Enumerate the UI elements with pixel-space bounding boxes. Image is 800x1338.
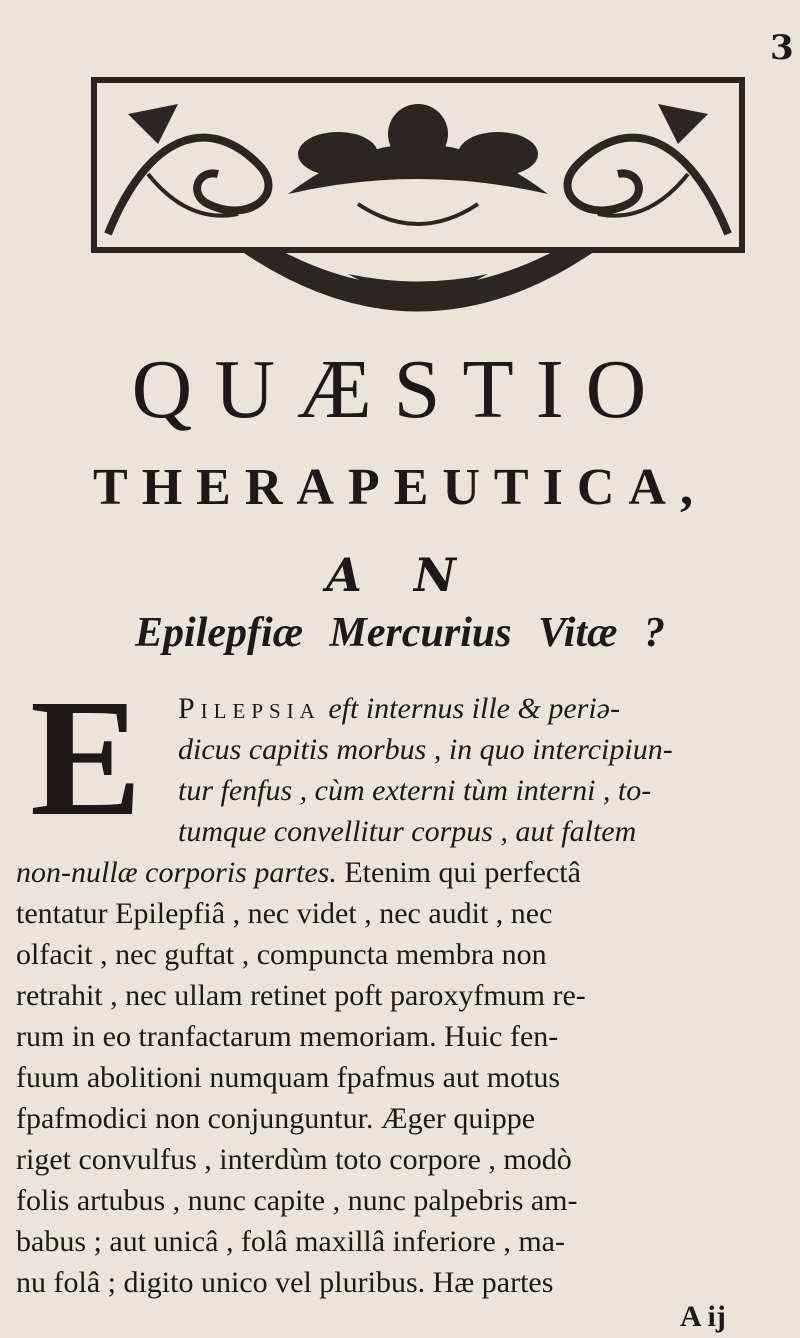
text-line-5-italic: non-nullæ corporis partes.: [16, 856, 337, 889]
text-line-8: retrahit , nec ullam retinet poft paroxyfmum re-: [16, 979, 586, 1012]
text-line-7: olfacit , nec guftat , compuncta membra non: [16, 938, 547, 971]
text-line-11: fpafmodici non conjunguntur. Æger quippe: [16, 1102, 536, 1135]
question-heading: Epilepfiæ Mercurius Vitæ ?: [135, 610, 665, 656]
text-line-1-italic: eft internus ille & periə-: [320, 692, 620, 725]
text-line-15: nu folâ ; digito unico vel pluribus. Hæ partes: [16, 1266, 554, 1299]
text-line-14: babus ; aut unicâ , folâ maxillâ inferiore , ma-: [16, 1225, 565, 1258]
subtitle: THERAPEUTICA,: [93, 459, 707, 516]
text-line-3: tur fenfus , cùm externi tùm interni , to-: [178, 774, 652, 807]
text-line-1-smallcaps: Pilepsia: [178, 692, 321, 725]
page-number: 3: [770, 28, 794, 68]
text-line-2: dicus capitis morbus , in quo intercipiun-: [178, 733, 673, 766]
text-line-6: tentatur Epilepfiâ , nec videt , nec audit , nec: [16, 897, 553, 930]
title: QUÆSTIO: [131, 343, 669, 436]
text-line-9: rum in eo tranfactarum memoriam. Huic fen-: [16, 1020, 559, 1053]
text-line-5: [16, 852, 581, 894]
drop-cap: E: [30, 665, 143, 851]
ornamental-headpiece: [88, 74, 748, 324]
text-line-12: riget convulfus , interdùm toto corpore , modò: [16, 1143, 572, 1176]
text-line-1: [178, 688, 620, 730]
signature-mark: A ij: [680, 1300, 726, 1333]
an-heading: A N: [326, 548, 474, 602]
text-line-10: fuum abolitioni numquam fpafmus aut motus: [16, 1061, 561, 1094]
text-line-13: folis artubus , nunc capite , nunc palpebris am-: [16, 1184, 578, 1217]
text-line-4: tumque convellitur corpus , aut faltem: [178, 815, 637, 848]
text-line-5-roman: Etenim qui perfectâ: [336, 856, 581, 889]
